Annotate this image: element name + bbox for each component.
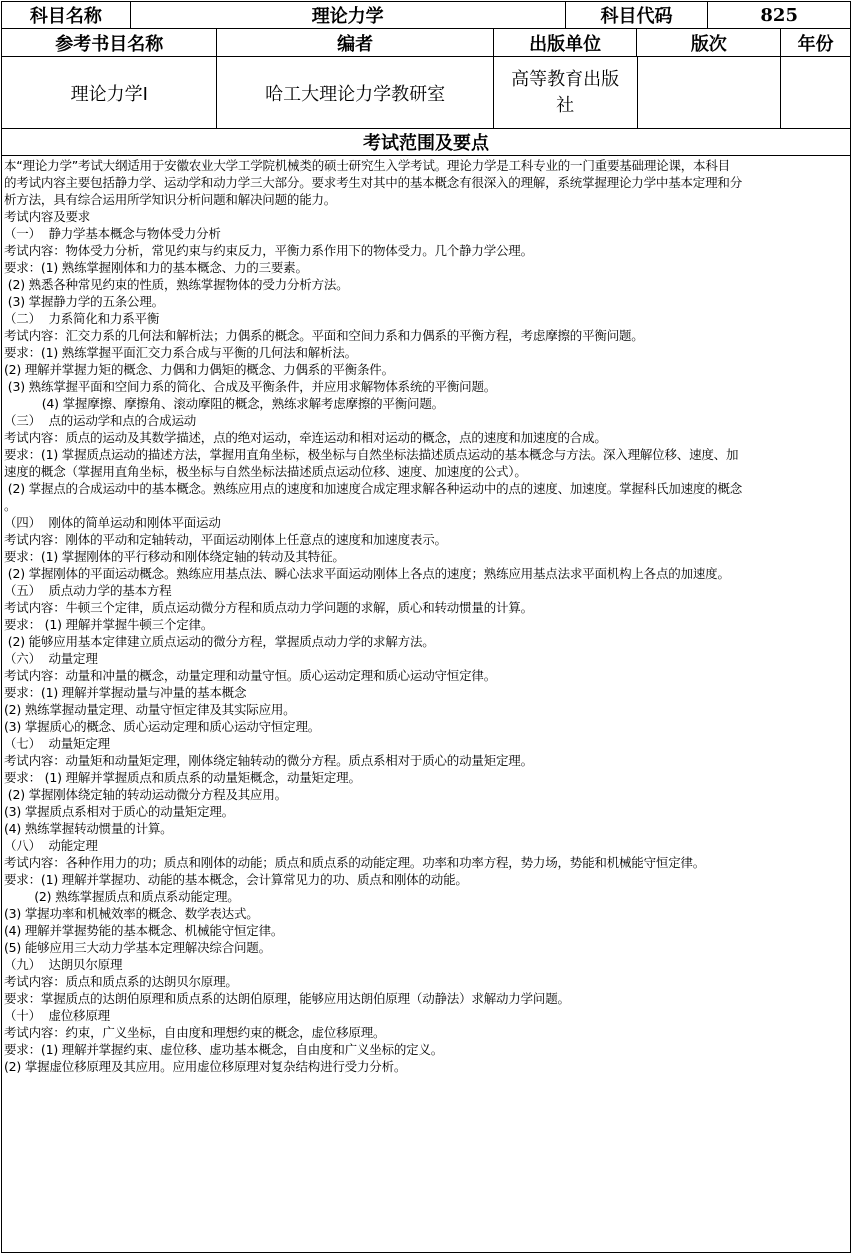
content-line: 要求：掌握质点的达朗伯原理和质点系的达朗伯原理，能够应用达朗伯原理（动静法）求解动力学问题。: [4, 991, 570, 1006]
content-line: (4) 理解并掌握势能的基本概念、机械能守恒定律。: [4, 923, 284, 938]
content-line: 析方法，具有综合运用所学知识分析问题和解决问题的能力。: [4, 192, 337, 207]
content-line: (2) 熟练掌握质点和质点系动能定理。: [4, 889, 240, 904]
subject-header-row: [2, 2, 850, 29]
content-line: (3) 掌握功率和机械效率的概念、数学表达式。: [4, 906, 259, 921]
book-year-header: 年份: [781, 29, 850, 57]
content-line: (5) 能够应用三大动力学基本定理解决综合问题。: [4, 940, 271, 955]
content-line: （五） 质点动力学的基本方程: [4, 583, 172, 598]
subject-name-label: 科目名称: [2, 2, 131, 29]
content-line: (2) 掌握刚体的平面运动概念。熟练应用基点法、瞬心法求平面运动刚体上各点的速度；熟练应用基点法求平面机构上各点的加速度。: [4, 566, 730, 581]
content-line: 考试内容：约束，广义坐标，自由度和理想约束的概念，虚位移原理。: [4, 1025, 386, 1040]
content-line: （四） 刚体的简单运动和刚体平面运动: [4, 515, 221, 530]
content-line: 考试内容：动量和冲量的概念，动量定理和动量守恒。质心运动定理和质心运动守恒定律。: [4, 668, 497, 683]
content-line: 速度的概念（掌握用直角坐标，极坐标与自然坐标法描述质点运动位移、速度、加速度的公式）。: [4, 464, 527, 479]
exam-syllabus-page: [1, 1, 851, 1253]
content-line: (2) 熟悉各种常见约束的性质，熟练掌握物体的受力分析方法。: [4, 277, 349, 292]
content-line: （六） 动量定理: [4, 651, 98, 666]
content-line: （八） 动能定理: [4, 838, 98, 853]
content-line: （七） 动量矩定理: [4, 736, 110, 751]
content-line: 考试内容：物体受力分析，常见约束与约束反力，平衡力系作用下的物体受力。几个静力学公理。: [4, 243, 533, 258]
content-line: 要求：(1) 掌握刚体的平行移动和刚体绕定轴的转动及其特征。: [4, 549, 345, 564]
content-line: (3) 掌握静力学的五条公理。: [4, 294, 164, 309]
book-publisher: 高等教育出版社: [494, 57, 638, 129]
book-edition: [638, 57, 782, 129]
book-edition-header: 版次: [637, 29, 781, 57]
content-line: （十） 虚位移原理: [4, 1008, 110, 1023]
subject-code-value: 825: [708, 2, 850, 29]
content-line: 要求： (1) 理解并掌握质点和质点系的动量矩概念，动量矩定理。: [4, 770, 361, 785]
subject-code-label: 科目代码: [566, 2, 709, 29]
content-line: (3) 熟练掌握平面和空间力系的简化、合成及平衡条件，并应用求解物体系统的平衡问题。: [4, 379, 497, 394]
subject-name-value: 理论力学: [131, 2, 566, 29]
book-editor: 哈工大理论力学教研室: [217, 57, 493, 129]
content-line: 要求：(1) 掌握质点运动的描述方法，掌握用直角坐标，极坐标与自然坐标法描述质点运动的基本概念与方法。深入理解位移、速度、加: [4, 447, 739, 462]
content-line: (4) 掌握摩擦、摩擦角、滚动摩阻的概念，熟练求解考虑摩擦的平衡问题。: [4, 396, 444, 411]
content-line: 考试内容：各种作用力的功；质点和刚体的动能；质点和质点系的动能定理。功率和功率方程，势力场，势能和机械能守恒定律。: [4, 855, 706, 870]
content-line: 考试内容：汇交力系的几何法和解析法；力偶系的概念。平面和空间力系和力偶系的平衡方程，考虑摩擦的平衡问题。: [4, 328, 644, 343]
content-line: (2) 熟练掌握动量定理、动量守恒定律及其实际应用。: [4, 702, 296, 717]
books-header-row: [2, 29, 850, 57]
book-title-header: 参考书目名称: [2, 29, 217, 57]
content-line: (4) 熟练掌握转动惯量的计算。: [4, 821, 173, 836]
content-line: 要求：(1) 熟练掌握平面汇交力系合成与平衡的几何法和解析法。: [4, 345, 357, 360]
content-line: 考试内容及要求: [4, 209, 91, 224]
content-line: 考试内容：动量矩和动量矩定理，刚体绕定轴转动的微分方程。质点系相对于质心的动量矩定理。: [4, 753, 533, 768]
content-line: 考试内容：刚体的平动和定轴转动，平面运动刚体上任意点的速度和加速度表示。: [4, 532, 447, 547]
content-line: 本“理论力学”考试大纲适用于安徽农业大学工学院机械类的硕士研究生入学考试。理论力学是工科专业的一门重要基础理论课，本科目: [4, 158, 730, 173]
content-line: (2) 掌握虚位移原理及其应用。应用虚位移原理对复杂结构进行受力分析。: [4, 1059, 407, 1074]
content-line: 要求：(1) 理解并掌握功、动能的基本概念，会计算常见力的功、质点和刚体的动能。: [4, 872, 468, 887]
content-line: （九） 达朗贝尔原理: [4, 957, 123, 972]
content-line: (2) 掌握点的合成运动中的基本概念。熟练应用点的速度和加速度合成定理求解各种运动中的点的速度、加速度。掌握科氏加速度的概念: [4, 481, 743, 496]
content-line: （二） 力系简化和力系平衡: [4, 311, 160, 326]
content-line: 要求： (1) 理解并掌握牛顿三个定律。: [4, 617, 214, 632]
book-row: [2, 57, 850, 129]
book-editor-header: 编者: [217, 29, 493, 57]
book-year: [781, 57, 850, 129]
section-title: 考试范围及要点: [2, 129, 850, 156]
content-line: 要求：(1) 理解并掌握约束、虚位移、虚功基本概念，自由度和广义坐标的定义。: [4, 1042, 444, 1057]
syllabus-content: [2, 157, 850, 1075]
content-line: 考试内容：质点的运动及其数学描述，点的绝对运动，牵连运动和相对运动的概念，点的速度和加速度的合成。: [4, 430, 607, 445]
content-line: (2) 掌握刚体绕定轴的转动运动微分方程及其应用。: [4, 787, 287, 802]
book-title: 理论力学Ⅰ: [2, 57, 217, 129]
content-line: 要求：(1) 熟练掌握刚体和力的基本概念、力的三要素。: [4, 260, 308, 275]
content-line: 考试内容：质点和质点系的达朗贝尔原理。: [4, 974, 238, 989]
content-line: （一） 静力学基本概念与物体受力分析: [4, 226, 221, 241]
content-line: 考试内容：牛顿三个定律，质点运动微分方程和质点动力学问题的求解，质心和转动惯量的计算。: [4, 600, 533, 615]
content-line: （三） 点的运动学和点的合成运动: [4, 413, 197, 428]
content-line: 要求：(1) 理解并掌握动量与冲量的基本概念: [4, 685, 247, 700]
content-line: (3) 掌握质点系相对于质心的动量矩定理。: [4, 804, 234, 819]
content-line: (3) 掌握质心的概念、质心运动定理和质心运动守恒定理。: [4, 719, 321, 734]
content-line: (2) 能够应用基本定律建立质点运动的微分方程，掌握质点动力学的求解方法。: [4, 634, 435, 649]
content-line: 的考试内容主要包括静力学、运动学和动力学三大部分。要求考生对其中的基本概念有很深入的理解，系统掌握理论力学中基本定理和分: [4, 175, 743, 190]
content-line: (2) 理解并掌握力矩的概念、力偶和力偶矩的概念、力偶系的平衡条件。: [4, 362, 394, 377]
book-publisher-header: 出版单位: [494, 29, 638, 57]
content-line: 。: [4, 498, 17, 513]
